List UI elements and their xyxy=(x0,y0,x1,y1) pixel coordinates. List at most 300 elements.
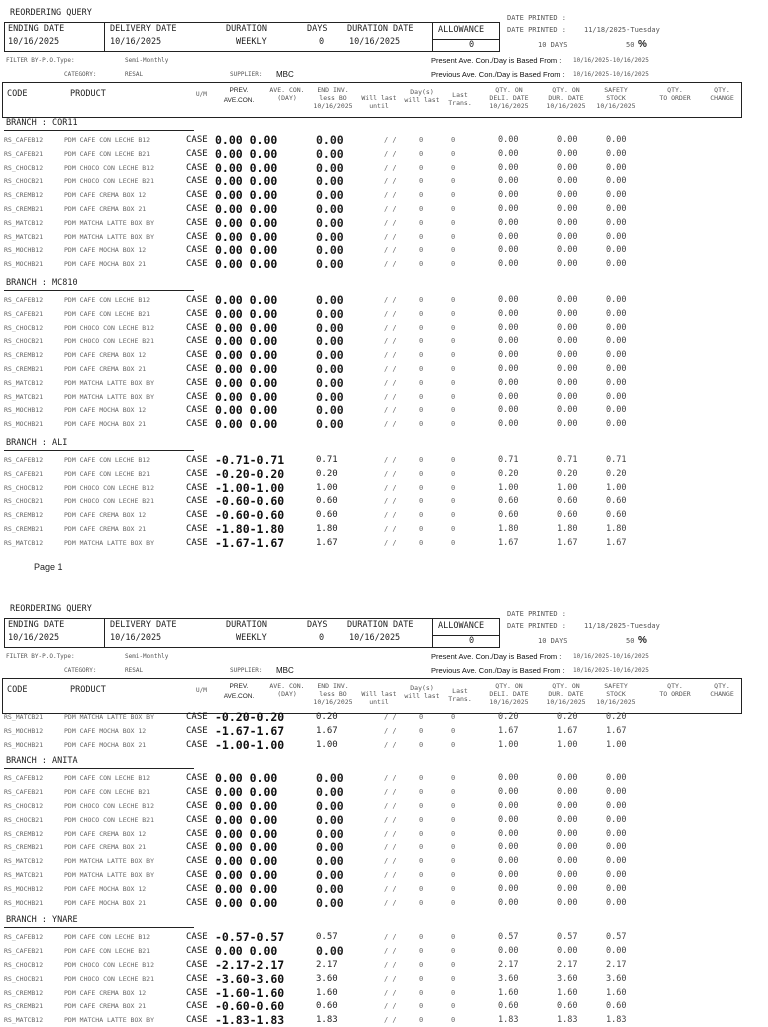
row-days-will-last: 0 xyxy=(419,150,424,158)
row-um: CASE xyxy=(186,469,208,479)
row-prev-ave-con: 0.00 0.00 xyxy=(215,133,278,147)
row-safety-stock: 0.57 xyxy=(606,932,627,942)
row-end-inv: 0.00 xyxy=(316,799,344,813)
row-qty-dur: 0.60 xyxy=(557,1001,578,1011)
row-last-trans: 0 xyxy=(451,774,456,782)
row-qty-deli: 0.60 xyxy=(498,1001,519,1011)
row-qty-dur: 0.00 xyxy=(557,176,578,186)
col-will-last: Will last until xyxy=(361,690,397,706)
row-safety-stock: 0.00 xyxy=(606,176,627,186)
row-last-trans: 0 xyxy=(451,933,456,941)
row-days-will-last: 0 xyxy=(419,337,424,345)
table-row xyxy=(0,257,768,271)
row-um: CASE xyxy=(186,190,208,200)
row-qty-deli: 0.00 xyxy=(498,350,519,360)
row-qty-deli: 0.00 xyxy=(498,245,519,255)
table-row xyxy=(0,161,768,175)
row-last-trans: 0 xyxy=(451,788,456,796)
row-prev-ave-con: -1.83-1.83 xyxy=(215,1013,285,1027)
row-prev-ave-con: 0.00 0.00 xyxy=(215,785,278,799)
row-qty-deli: 0.00 xyxy=(498,842,519,852)
row-um: CASE xyxy=(186,524,208,534)
branch-heading: BRANCH : ALI xyxy=(6,438,68,448)
row-end-inv: 0.60 xyxy=(316,1001,338,1011)
row-prev-ave-con: 0.00 0.00 xyxy=(215,896,278,910)
row-will-last: / / xyxy=(384,205,397,213)
table-row xyxy=(0,293,768,307)
row-um: CASE xyxy=(186,295,208,305)
row-days-will-last: 0 xyxy=(419,310,424,318)
row-prev-ave-con: 0.00 0.00 xyxy=(215,882,278,896)
row-um: CASE xyxy=(186,405,208,415)
row-code: RS_CAFEB21 xyxy=(4,470,44,478)
header-divider xyxy=(104,618,105,647)
row-product: PDM MATCHA LATTE BOX BY xyxy=(64,871,155,879)
row-code: RS_CAFEB12 xyxy=(4,774,44,782)
row-last-trans: 0 xyxy=(451,365,456,373)
col-qty-deli: QTY. ON DELI. DATE 10/16/2025 xyxy=(489,682,529,706)
duration-label: DURATION xyxy=(226,24,267,34)
row-qty-dur: 0.00 xyxy=(557,787,578,797)
fifty-value: 50 xyxy=(626,637,635,645)
row-qty-dur: 1.60 xyxy=(557,988,578,998)
row-prev-ave-con: 0.00 0.00 xyxy=(215,771,278,785)
row-will-last: / / xyxy=(384,324,397,332)
days-label: DAYS xyxy=(307,24,328,34)
table-row xyxy=(0,944,768,958)
row-qty-deli: 0.00 xyxy=(498,364,519,374)
row-qty-dur: 1.80 xyxy=(557,524,578,534)
col-qty-dur: QTY. ON DUR. DATE 10/16/2025 xyxy=(546,682,586,706)
row-will-last: / / xyxy=(384,857,397,865)
row-last-trans: 0 xyxy=(451,219,456,227)
row-safety-stock: 1.67 xyxy=(606,538,627,548)
row-code: RS_CHOCB21 xyxy=(4,497,44,505)
table-row xyxy=(0,174,768,188)
row-last-trans: 0 xyxy=(451,205,456,213)
table-row xyxy=(0,417,768,431)
row-last-trans: 0 xyxy=(451,525,456,533)
table-row xyxy=(0,840,768,854)
row-end-inv: 0.00 xyxy=(316,174,344,188)
row-qty-deli: 0.00 xyxy=(498,135,519,145)
row-qty-deli: 0.00 xyxy=(498,378,519,388)
row-um: CASE xyxy=(186,870,208,880)
row-code: RS_CREMB21 xyxy=(4,205,44,213)
row-will-last: / / xyxy=(384,885,397,893)
row-will-last: / / xyxy=(384,310,397,318)
allowance-label: ALLOWANCE xyxy=(438,621,485,631)
row-end-inv: 0.00 xyxy=(316,161,344,175)
row-qty-deli: 0.00 xyxy=(498,898,519,908)
row-um: CASE xyxy=(186,455,208,465)
duration-label: DURATION xyxy=(226,620,267,630)
row-um: CASE xyxy=(186,510,208,520)
row-product: PDM CAFE CON LECHE B21 xyxy=(64,947,151,955)
row-will-last: / / xyxy=(384,788,397,796)
row-last-trans: 0 xyxy=(451,816,456,824)
row-product: PDM CAFE CON LECHE B21 xyxy=(64,310,151,318)
col-days-will-last: Day(s) will last xyxy=(404,88,440,104)
row-will-last: / / xyxy=(384,420,397,428)
row-will-last: / / xyxy=(384,246,397,254)
row-qty-dur: 0.00 xyxy=(557,190,578,200)
table-row xyxy=(0,334,768,348)
row-qty-dur: 0.00 xyxy=(557,135,578,145)
row-prev-ave-con: -1.80-1.80 xyxy=(215,522,285,536)
branch-underline xyxy=(4,768,194,769)
supplier-label: SUPPLIER: xyxy=(230,667,263,674)
delivery-date-label: DELIVERY DATE xyxy=(110,620,177,630)
col-code: CODE xyxy=(7,685,28,695)
col-safety: SAFETY STOCK 10/16/2025 xyxy=(596,86,636,110)
row-code: RS_CHOCB12 xyxy=(4,961,44,969)
row-qty-dur: 0.00 xyxy=(557,336,578,346)
row-prev-ave-con: 0.00 0.00 xyxy=(215,202,278,216)
row-will-last: / / xyxy=(384,164,397,172)
row-product: PDM CAFE CREMA BOX 21 xyxy=(64,525,147,533)
row-days-will-last: 0 xyxy=(419,899,424,907)
col-prev: PREV. AVE.CON. xyxy=(223,683,255,700)
table-row xyxy=(0,348,768,362)
col-change: QTY. CHANGE xyxy=(710,682,734,698)
allowance-value: 0 xyxy=(469,636,475,646)
row-end-inv: 0.00 xyxy=(316,230,344,244)
row-safety-stock: 1.60 xyxy=(606,988,627,998)
row-last-trans: 0 xyxy=(451,885,456,893)
row-end-inv: 0.00 xyxy=(316,854,344,868)
row-prev-ave-con: 0.00 0.00 xyxy=(215,216,278,230)
row-end-inv: 0.20 xyxy=(316,469,338,479)
row-code: RS_CREMB12 xyxy=(4,351,44,359)
row-product: PDM CAFE CON LECHE B21 xyxy=(64,788,151,796)
row-last-trans: 0 xyxy=(451,191,456,199)
row-safety-stock: 0.20 xyxy=(606,469,627,479)
row-um: CASE xyxy=(186,259,208,269)
row-will-last: / / xyxy=(384,484,397,492)
row-um: CASE xyxy=(186,323,208,333)
row-product: PDM CHOCO CON LECHE B12 xyxy=(64,164,155,172)
row-prev-ave-con: -1.00-1.00 xyxy=(215,738,285,752)
table-row xyxy=(0,882,768,896)
row-will-last: / / xyxy=(384,899,397,907)
table-row xyxy=(0,771,768,785)
row-code: RS_CHOCB21 xyxy=(4,975,44,983)
row-will-last: / / xyxy=(384,975,397,983)
row-days-will-last: 0 xyxy=(419,164,424,172)
row-will-last: / / xyxy=(384,393,397,401)
row-qty-deli: 0.00 xyxy=(498,149,519,159)
duration-date-value: 10/16/2025 xyxy=(349,37,401,47)
table-row xyxy=(0,307,768,321)
row-qty-deli: 0.00 xyxy=(498,323,519,333)
row-code: RS_MOCHB21 xyxy=(4,741,44,749)
row-will-last: / / xyxy=(384,233,397,241)
row-days-will-last: 0 xyxy=(419,136,424,144)
branch-heading: BRANCH : ANITA xyxy=(6,756,78,767)
row-qty-dur: 0.20 xyxy=(557,712,578,722)
row-last-trans: 0 xyxy=(451,164,456,172)
table-row xyxy=(0,813,768,827)
report-page-2 xyxy=(0,596,768,1027)
branch-underline xyxy=(4,290,194,291)
row-will-last: / / xyxy=(384,351,397,359)
row-days-will-last: 0 xyxy=(419,260,424,268)
row-days-will-last: 0 xyxy=(419,233,424,241)
table-row xyxy=(0,362,768,376)
row-end-inv: 0.00 xyxy=(316,307,344,321)
row-last-trans: 0 xyxy=(451,324,456,332)
row-days-will-last: 0 xyxy=(419,379,424,387)
row-will-last: / / xyxy=(384,470,397,478)
row-end-inv: 0.00 xyxy=(316,362,344,376)
table-row xyxy=(0,958,768,972)
row-will-last: / / xyxy=(384,989,397,997)
row-safety-stock: 0.00 xyxy=(606,419,627,429)
branch-heading: BRANCH : MC810 xyxy=(6,278,78,288)
date-printed-value: 11/18/2025-Tuesday xyxy=(584,26,660,34)
ten-days-text: 10 DAYS xyxy=(538,41,568,49)
report-title: REORDERING QUERY xyxy=(10,604,92,614)
row-safety-stock: 0.00 xyxy=(606,245,627,255)
row-safety-stock: 1.00 xyxy=(606,483,627,493)
category-value: RESAL xyxy=(125,71,144,78)
row-qty-deli: 0.00 xyxy=(498,232,519,242)
ending-date-label: ENDING DATE xyxy=(8,620,65,630)
row-qty-dur: 0.00 xyxy=(557,232,578,242)
row-code: RS_MATCB12 xyxy=(4,1016,44,1024)
row-will-last: / / xyxy=(384,961,397,969)
delivery-date-label: DELIVERY DATE xyxy=(110,24,177,34)
row-qty-deli: 0.00 xyxy=(498,218,519,228)
row-qty-dur: 0.00 xyxy=(557,829,578,839)
row-days-will-last: 0 xyxy=(419,871,424,879)
filter-label: FILTER BY-P.O.Type: xyxy=(6,653,75,660)
row-days-will-last: 0 xyxy=(419,296,424,304)
row-qty-dur: 1.00 xyxy=(557,740,578,750)
col-end-inv: END INV. less BO 10/16/2025 xyxy=(313,86,353,110)
row-qty-dur: 0.00 xyxy=(557,245,578,255)
row-prev-ave-con: -0.60-0.60 xyxy=(215,508,285,522)
row-product: PDM CAFE CON LECHE B21 xyxy=(64,150,151,158)
row-qty-dur: 0.00 xyxy=(557,149,578,159)
row-qty-dur: 1.67 xyxy=(557,538,578,548)
row-prev-ave-con: -1.00-1.00 xyxy=(215,481,285,495)
row-safety-stock: 0.00 xyxy=(606,204,627,214)
row-um: CASE xyxy=(186,815,208,825)
previous-label: Previous Ave. Con./Day is Based From : xyxy=(431,666,565,675)
table-row xyxy=(0,710,768,724)
row-um: CASE xyxy=(186,740,208,750)
row-qty-deli: 0.57 xyxy=(498,932,519,942)
row-qty-deli: 1.00 xyxy=(498,740,519,750)
row-um: CASE xyxy=(186,712,208,722)
table-row xyxy=(0,986,768,1000)
report-title: REORDERING QUERY xyxy=(10,8,92,18)
delivery-date-value: 10/16/2025 xyxy=(110,633,162,643)
row-end-inv: 3.60 xyxy=(316,974,338,984)
row-um: CASE xyxy=(186,884,208,894)
row-days-will-last: 0 xyxy=(419,933,424,941)
row-product: PDM MATCHA LATTE BOX BY xyxy=(64,233,155,241)
row-end-inv: 0.00 xyxy=(316,188,344,202)
row-safety-stock: 0.00 xyxy=(606,392,627,402)
row-prev-ave-con: 0.00 0.00 xyxy=(215,307,278,321)
row-last-trans: 0 xyxy=(451,1002,456,1010)
row-um: CASE xyxy=(186,336,208,346)
category-label: CATEGORY: xyxy=(64,71,97,78)
ending-date-label: ENDING DATE xyxy=(8,24,65,34)
row-safety-stock: 0.00 xyxy=(606,364,627,374)
row-product: PDM CAFE CREMA BOX 12 xyxy=(64,511,147,519)
row-end-inv: 0.00 xyxy=(316,403,344,417)
row-last-trans: 0 xyxy=(451,393,456,401)
row-code: RS_MATCB21 xyxy=(4,713,44,721)
filter-value: Semi-Monthly xyxy=(125,653,169,660)
row-qty-deli: 1.00 xyxy=(498,483,519,493)
row-end-inv: 0.00 xyxy=(316,216,344,230)
row-code: RS_CAFEB12 xyxy=(4,296,44,304)
row-um: CASE xyxy=(186,856,208,866)
table-row xyxy=(0,738,768,752)
row-qty-dur: 3.60 xyxy=(557,974,578,984)
row-qty-dur: 0.00 xyxy=(557,323,578,333)
row-qty-deli: 0.00 xyxy=(498,176,519,186)
row-safety-stock: 1.00 xyxy=(606,740,627,750)
row-last-trans: 0 xyxy=(451,857,456,865)
page-number: Page 1 xyxy=(34,562,63,572)
row-end-inv: 0.00 xyxy=(316,348,344,362)
row-will-last: / / xyxy=(384,177,397,185)
col-qty-deli: QTY. ON DELI. DATE 10/16/2025 xyxy=(489,86,529,110)
row-last-trans: 0 xyxy=(451,136,456,144)
row-prev-ave-con: 0.00 0.00 xyxy=(215,376,278,390)
supplier-value: MBC xyxy=(276,666,294,675)
row-will-last: / / xyxy=(384,539,397,547)
present-label: Present Ave. Con./Day is Based From : xyxy=(431,652,562,661)
row-code: RS_CAFEB12 xyxy=(4,136,44,144)
branch-underline xyxy=(4,927,194,928)
days-label: DAYS xyxy=(307,620,328,630)
row-qty-deli: 0.00 xyxy=(498,773,519,783)
table-row xyxy=(0,321,768,335)
row-code: RS_CHOCB12 xyxy=(4,324,44,332)
row-product: PDM CAFE CREMA BOX 21 xyxy=(64,365,147,373)
row-product: PDM MATCHA LATTE BOX BY xyxy=(64,1016,155,1024)
present-value: 10/16/2025-10/16/2025 xyxy=(573,57,649,64)
row-code: RS_CHOCB12 xyxy=(4,484,44,492)
row-last-trans: 0 xyxy=(451,484,456,492)
table-row xyxy=(0,896,768,910)
row-days-will-last: 0 xyxy=(419,511,424,519)
row-product: PDM CAFE CREMA BOX 21 xyxy=(64,205,147,213)
row-last-trans: 0 xyxy=(451,406,456,414)
table-row xyxy=(0,403,768,417)
row-end-inv: 0.00 xyxy=(316,133,344,147)
row-code: RS_CREMB21 xyxy=(4,1002,44,1010)
row-last-trans: 0 xyxy=(451,296,456,304)
row-safety-stock: 0.00 xyxy=(606,190,627,200)
row-prev-ave-con: 0.00 0.00 xyxy=(215,348,278,362)
row-prev-ave-con: 0.00 0.00 xyxy=(215,868,278,882)
row-code: RS_MATCB12 xyxy=(4,857,44,865)
row-product: PDM CAFE CON LECHE B12 xyxy=(64,136,151,144)
row-prev-ave-con: -0.20-0.20 xyxy=(215,467,285,481)
col-to-order: QTY. TO ORDER xyxy=(659,86,691,102)
row-will-last: / / xyxy=(384,379,397,387)
row-um: CASE xyxy=(186,946,208,956)
row-product: PDM CAFE CON LECHE B12 xyxy=(64,456,151,464)
table-row xyxy=(0,133,768,147)
row-code: RS_MOCHB12 xyxy=(4,727,44,735)
row-safety-stock: 1.67 xyxy=(606,726,627,736)
row-end-inv: 0.57 xyxy=(316,932,338,942)
row-will-last: / / xyxy=(384,816,397,824)
row-code: RS_CHOCB12 xyxy=(4,802,44,810)
row-safety-stock: 0.00 xyxy=(606,135,627,145)
row-code: RS_MATCB12 xyxy=(4,219,44,227)
col-last-trans: Last Trans. xyxy=(448,91,472,107)
row-safety-stock: 2.17 xyxy=(606,960,627,970)
row-product: PDM CHOCO CON LECHE B21 xyxy=(64,975,155,983)
row-prev-ave-con: 0.00 0.00 xyxy=(215,147,278,161)
row-prev-ave-con: 0.00 0.00 xyxy=(215,799,278,813)
row-days-will-last: 0 xyxy=(419,351,424,359)
table-row xyxy=(0,508,768,522)
row-product: PDM CHOCO CON LECHE B12 xyxy=(64,484,155,492)
row-will-last: / / xyxy=(384,713,397,721)
days-value: 0 xyxy=(319,633,325,643)
row-product: PDM CAFE MOCHA BOX 21 xyxy=(64,420,147,428)
row-days-will-last: 0 xyxy=(419,857,424,865)
row-safety-stock: 0.00 xyxy=(606,295,627,305)
row-will-last: / / xyxy=(384,802,397,810)
row-safety-stock: 0.00 xyxy=(606,898,627,908)
row-product: PDM CAFE MOCHA BOX 21 xyxy=(64,899,147,907)
table-row xyxy=(0,999,768,1013)
row-end-inv: 0.00 xyxy=(316,243,344,257)
row-days-will-last: 0 xyxy=(419,843,424,851)
row-will-last: / / xyxy=(384,1002,397,1010)
row-last-trans: 0 xyxy=(451,150,456,158)
row-days-will-last: 0 xyxy=(419,1002,424,1010)
row-last-trans: 0 xyxy=(451,741,456,749)
col-ave-con: AVE. CON. (DAY) xyxy=(269,682,305,698)
table-row xyxy=(0,868,768,882)
previous-value: 10/16/2025-10/16/2025 xyxy=(573,667,649,674)
row-end-inv: 0.60 xyxy=(316,496,338,506)
row-um: CASE xyxy=(186,538,208,548)
row-product: PDM MATCHA LATTE BOX BY xyxy=(64,393,155,401)
row-last-trans: 0 xyxy=(451,456,456,464)
row-end-inv: 0.00 xyxy=(316,944,344,958)
row-code: RS_CAFEB12 xyxy=(4,456,44,464)
row-product: PDM MATCHA LATTE BOX BY xyxy=(64,857,155,865)
row-qty-deli: 0.71 xyxy=(498,455,519,465)
row-will-last: / / xyxy=(384,843,397,851)
row-safety-stock: 3.60 xyxy=(606,974,627,984)
row-safety-stock: 0.00 xyxy=(606,350,627,360)
row-end-inv: 0.00 xyxy=(316,376,344,390)
row-last-trans: 0 xyxy=(451,233,456,241)
row-end-inv: 0.71 xyxy=(316,455,338,465)
duration-date-label: DURATION DATE xyxy=(347,620,414,630)
row-code: RS_MOCHB21 xyxy=(4,260,44,268)
table-row xyxy=(0,481,768,495)
row-code: RS_MOCHB12 xyxy=(4,406,44,414)
row-product: PDM MATCHA LATTE BOX BY xyxy=(64,539,155,547)
row-days-will-last: 0 xyxy=(419,727,424,735)
